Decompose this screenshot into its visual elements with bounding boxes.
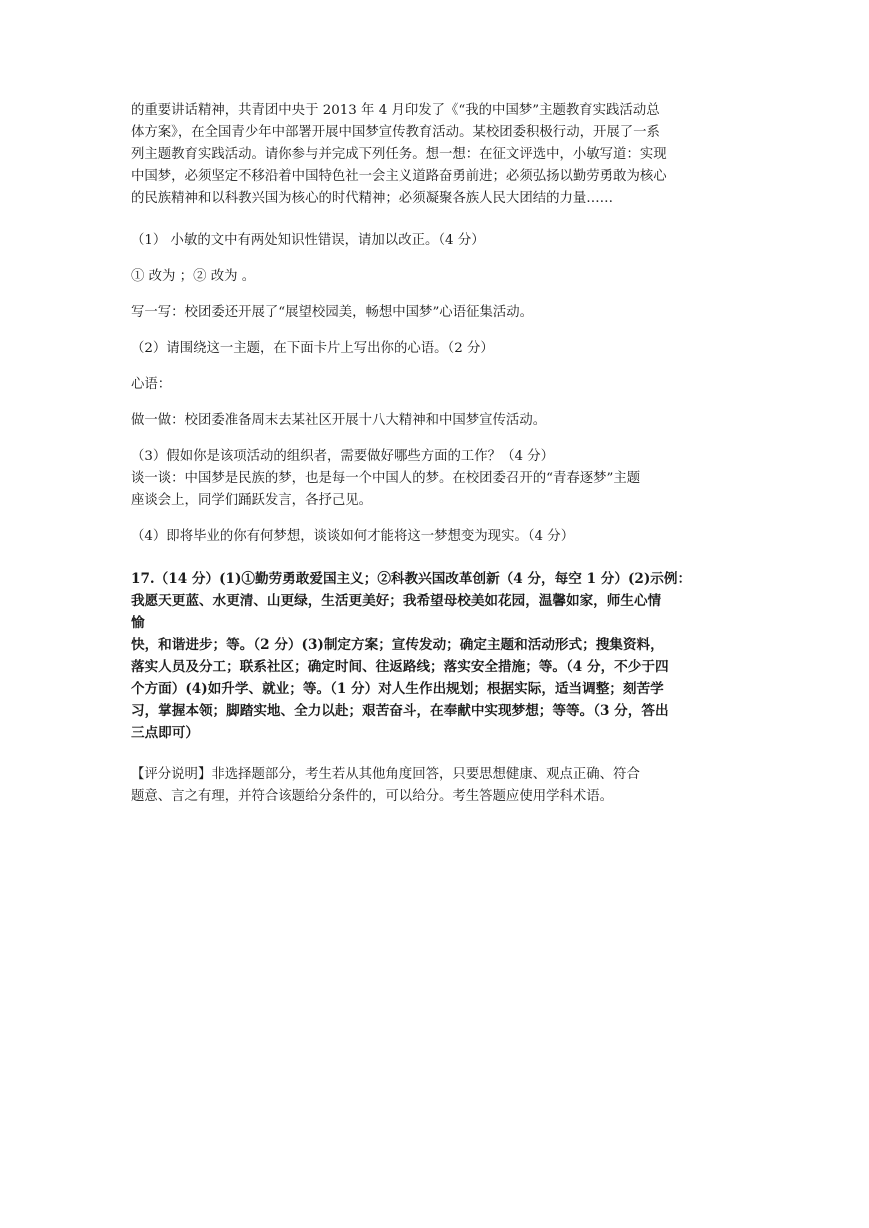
question-3-prompt: （3）假如你是该项活动的组织者，需要做好哪些方面的工作？（4 分）	[131, 449, 555, 464]
heart-words-card-label: 心语：	[131, 377, 172, 392]
question-2-prompt: （2）请围绕这一主题，在下面卡片上写出你的心语。（2 分）	[131, 341, 494, 356]
answer-key	[131, 568, 741, 744]
answer-line: 个方面）(4)如升学、就业；等。（1 分）对人生作出规划；根据实际，适当调整；刻苦学	[131, 681, 664, 697]
talk-section-line: 座谈会上，同学们踊跃发言，各抒己见。	[131, 493, 373, 508]
do-section-intro: 做一做：校团委准备周末去某社区开展十八大精神和中国梦宣传活动。	[131, 413, 547, 428]
intro-line: 的民族精神和以科教兴国为核心的时代精神；必须凝聚各族人民大团结的力量……	[131, 191, 614, 206]
answer-line: 落实人员及分工；联系社区；确定时间、往返路线；落实安全措施；等。（4 分，不少于四	[131, 659, 669, 675]
answer-line: 习，掌握本领；脚踏实地、全力以赴；艰苦奋斗，在奉献中实现梦想；等等。（3 分，答出	[131, 703, 669, 719]
document-page	[131, 100, 741, 808]
scoring-note-line: 题意、言之有理，并符合该题给分条件的，可以给分。考生答题应使用学科术语。	[131, 789, 614, 804]
scoring-note-line: 【评分说明】非选择题部分，考生若从其他角度回答，只要思想健康、观点正确、符合	[131, 767, 640, 782]
answer-line: 17.（14 分）(1)①勤劳勇敢爱国主义；②科教兴国改革创新（4 分，每空 1 分）(2)示例：	[131, 571, 692, 587]
intro-line: 的重要讲话精神，共青团中央于 2013 年 4 月印发了《“我的中国梦”主题教育实践活动总	[131, 103, 660, 118]
answer-line: 愉	[131, 615, 145, 631]
write-section-intro: 写一写：校团委还开展了“展望校园美，畅想中国梦”心语征集活动。	[131, 305, 534, 320]
answer-line: 三点即可）	[131, 725, 199, 741]
question-1-answer-line: ① 改为 ；② 改为 。	[131, 269, 256, 284]
intro-paragraph	[131, 100, 741, 210]
intro-line: 中国梦，必须坚定不移沿着中国特色社一会主义道路奋勇前进；必须弘扬以勤劳勇敢为核心	[131, 169, 667, 184]
intro-line: 体方案》，在全国青少年中部署开展中国梦宣传教育活动。某校团委积极行动，开展了一系	[131, 125, 660, 140]
scoring-note	[131, 764, 741, 808]
talk-section-line: 谈一谈：中国梦是民族的梦，也是每一个中国人的梦。在校团委召开的“青春逐梦”主题	[131, 471, 641, 486]
question-4-prompt: （4）即将毕业的你有何梦想，谈谈如何才能将这一梦想变为现实。（4 分）	[131, 529, 575, 544]
intro-line: 列主题教育实践活动。请你参与并完成下列任务。想一想：在征文评选中，小敏写道：实现	[131, 147, 667, 162]
question-1-prompt: （1） 小敏的文中有两处知识性错误，请加以改正。（4 分）	[131, 233, 485, 248]
answer-line: 我愿天更蓝、水更清、山更绿，生活更美好；我希望母校美如花园，温馨如家，师生心情	[131, 593, 662, 609]
answer-line: 快，和谐进步；等。（2 分）(3)制定方案；宣传发动；确定主题和活动形式；搜集资料，	[131, 637, 664, 653]
